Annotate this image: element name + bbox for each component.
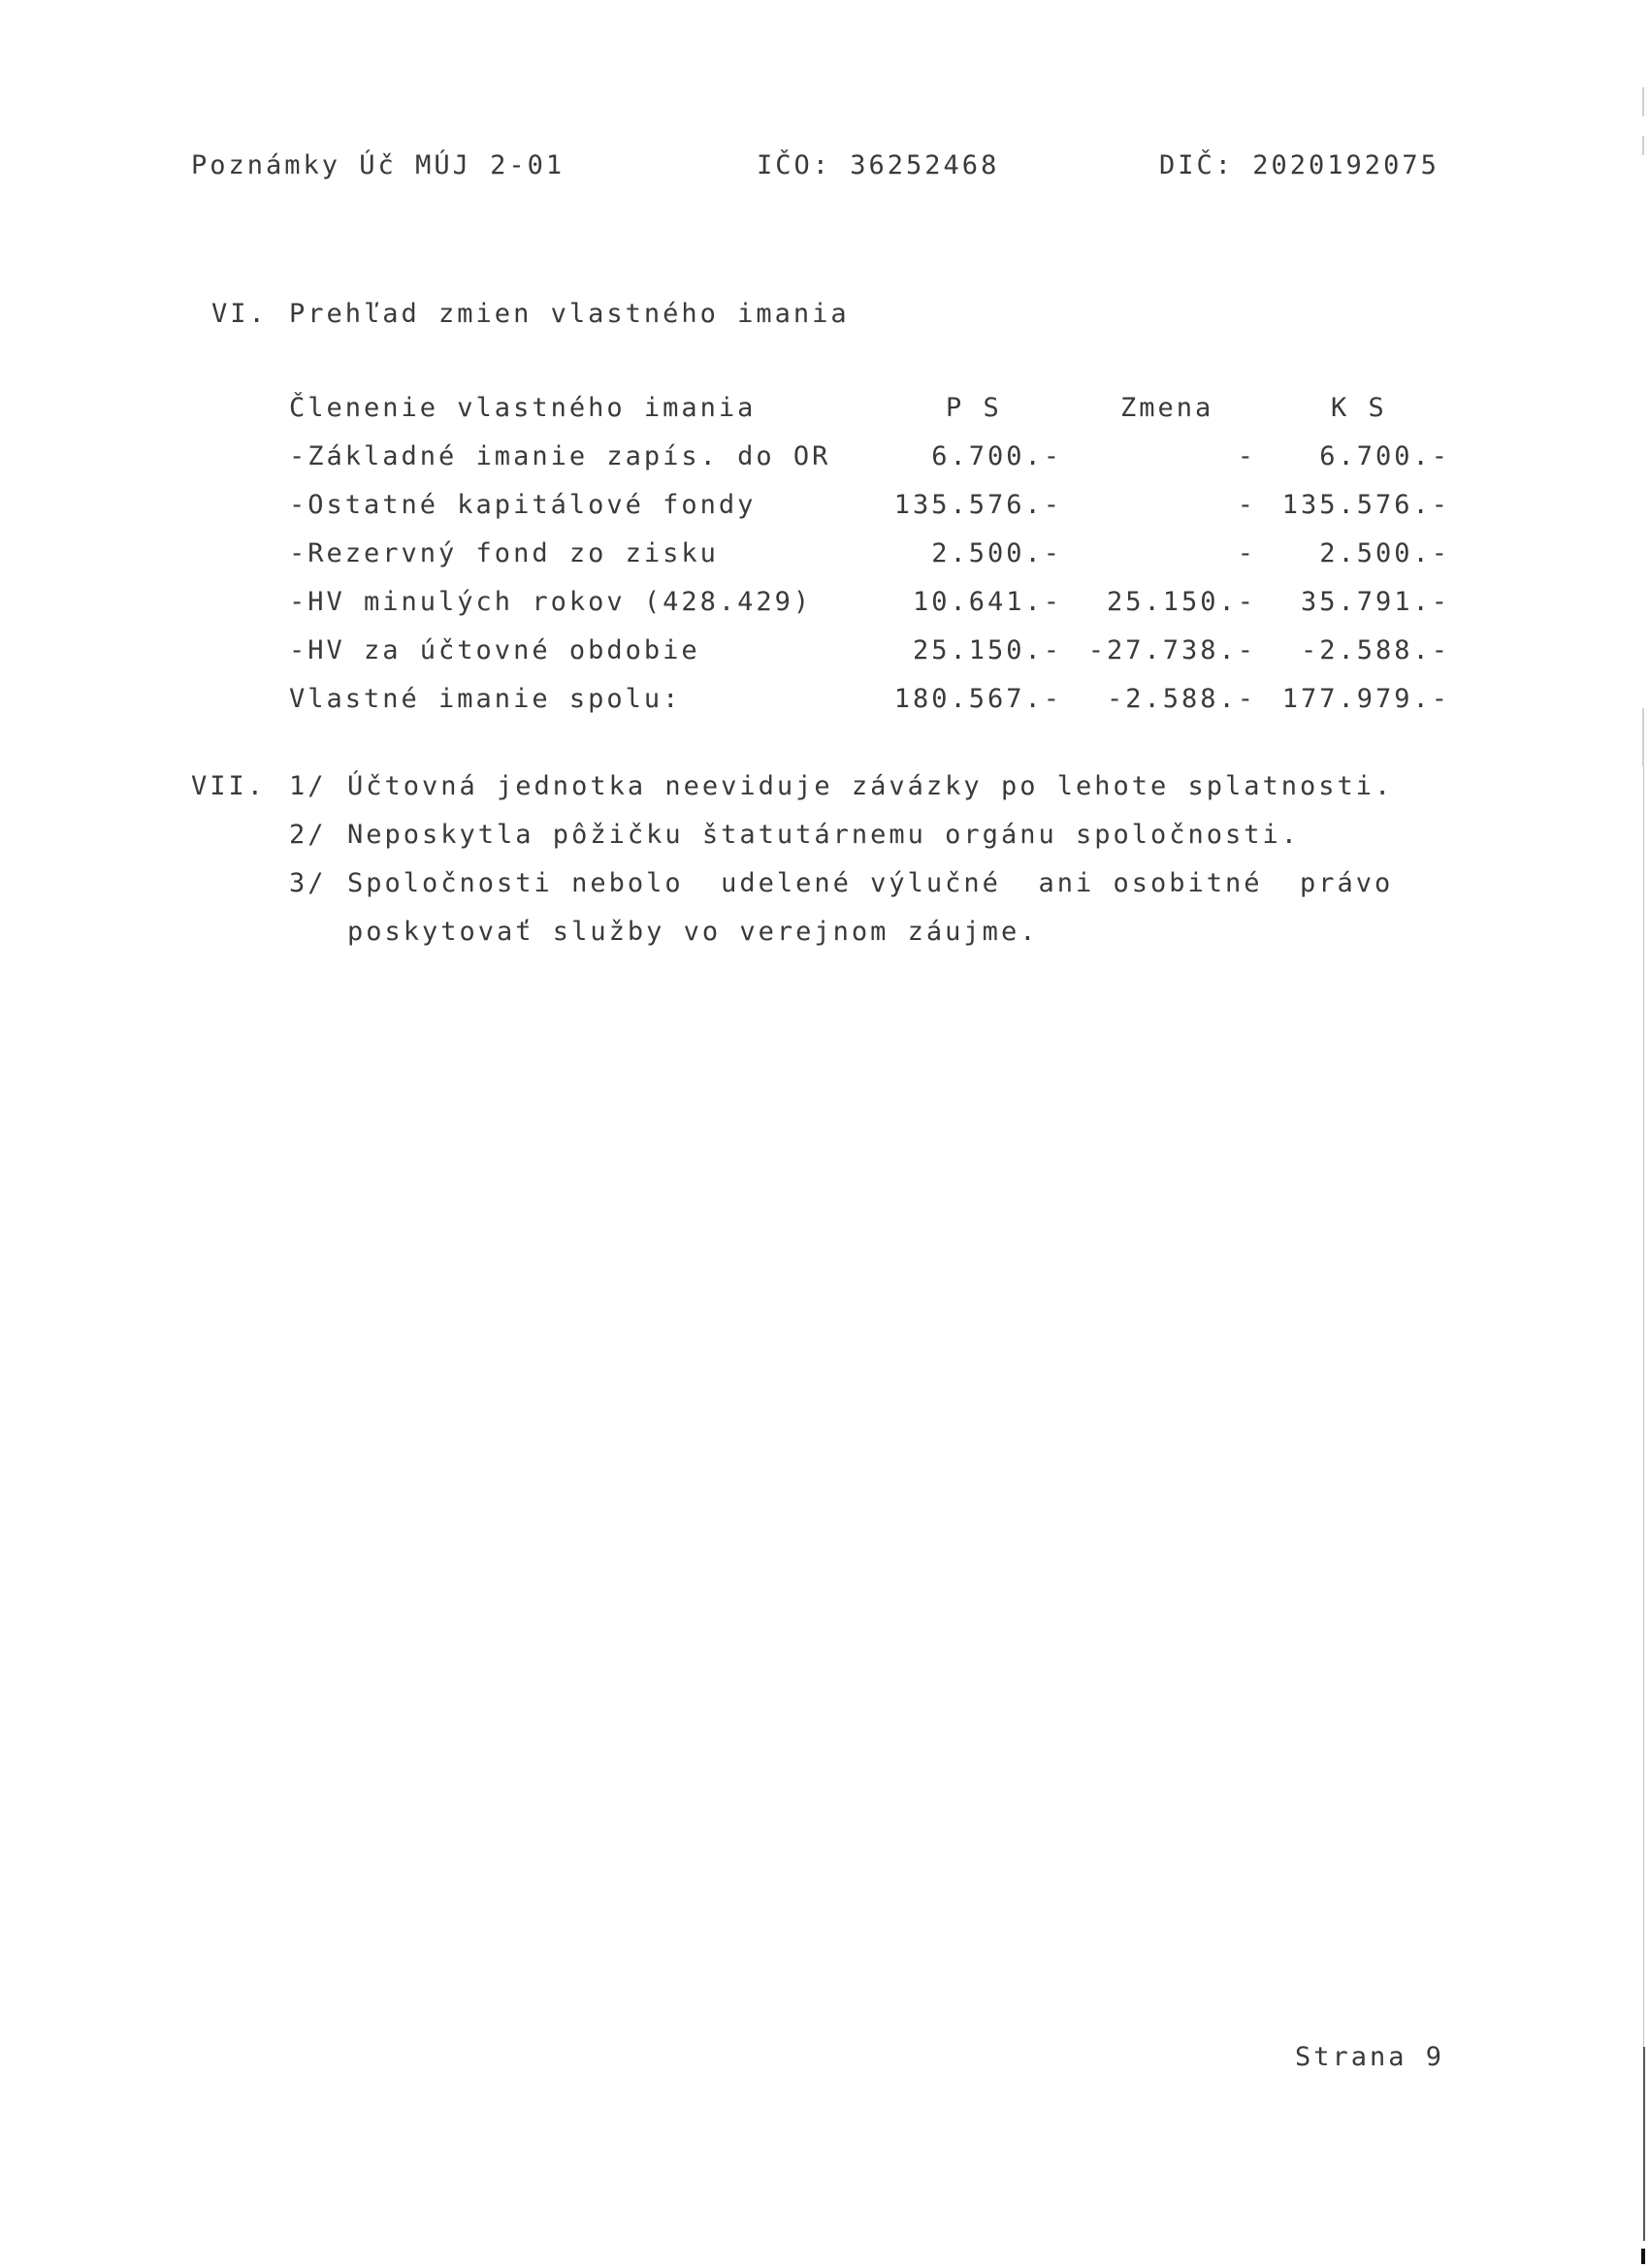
page-number: Strana 9: [1295, 2042, 1445, 2072]
row-ks-value: 135.576.-: [1281, 490, 1450, 520]
row-zmena-value: -: [1237, 490, 1256, 520]
list-item-number: 2/: [289, 820, 327, 850]
row-ps-value: 25.150.-: [912, 635, 1062, 665]
row-label: -HV za účtovné obdobie: [289, 635, 700, 665]
row-label: -Rezervný fond zo zisku: [289, 538, 719, 568]
row-ps-value: 6.700.-: [931, 441, 1062, 471]
scan-edge-mark: [1641, 2249, 1645, 2264]
list-item-text: Účtovná jednotka neeviduje závázky po lehote splatnosti.: [347, 771, 1394, 801]
section-vii-number: VII.: [191, 771, 267, 801]
row-label: -HV minulých rokov (428.429): [289, 587, 813, 617]
ico-number: IČO: 36252468: [757, 150, 1000, 180]
row-ks-value: 35.791.-: [1300, 587, 1450, 617]
table-row: [0, 635, 1649, 674]
column-header-breakdown: Členenie vlastného imania: [289, 393, 757, 423]
row-ks-value: 177.979.-: [1281, 684, 1450, 714]
row-zmena-value: -2.588.-: [1106, 684, 1256, 714]
table-row: [0, 587, 1649, 626]
document-header-title: Poznámky Úč MÚJ 2-01: [191, 150, 566, 180]
row-ps-value: 135.576.-: [893, 490, 1062, 520]
row-ks-value: -2.588.-: [1300, 635, 1450, 665]
table-header-row: [0, 393, 1649, 432]
column-header-ks: K S: [1331, 393, 1387, 423]
dic-number: DIČ: 2020192075: [1159, 150, 1439, 180]
scan-edge-mark: [1642, 708, 1644, 766]
list-item-text: Spoločnosti nebolo udelené výlučné ani osobitné právo: [347, 868, 1394, 898]
table-row: [0, 490, 1649, 529]
scan-edge-line: [1643, 2047, 1645, 2241]
scan-edge-mark: [1642, 136, 1644, 155]
list-item-text-continuation: poskytovať služby vo verejnom záujme.: [347, 917, 1039, 947]
section-vi-number: VI.: [211, 299, 268, 329]
row-ps-value: 2.500.-: [931, 538, 1062, 568]
table-total-row: [0, 684, 1649, 723]
row-ps-value: 10.641.-: [912, 587, 1062, 617]
list-item-number: 1/: [289, 771, 327, 801]
row-zmena-value: 25.150.-: [1106, 587, 1256, 617]
table-row: [0, 538, 1649, 577]
table-row: [0, 441, 1649, 480]
row-ps-value: 180.567.-: [893, 684, 1062, 714]
scan-edge-line: [1643, 766, 1644, 2047]
row-zmena-value: -27.738.-: [1087, 635, 1256, 665]
scan-edge-mark: [1642, 87, 1644, 116]
row-ks-value: 2.500.-: [1319, 538, 1450, 568]
row-ks-value: 6.700.-: [1319, 441, 1450, 471]
column-header-zmena: Zmena: [1120, 393, 1214, 423]
column-header-ps: P S: [946, 393, 1002, 423]
row-zmena-value: -: [1237, 441, 1256, 471]
list-item-number: 3/: [289, 868, 327, 898]
row-label: -Ostatné kapitálové fondy: [289, 490, 757, 520]
row-zmena-value: -: [1237, 538, 1256, 568]
row-label: Vlastné imanie spolu:: [289, 684, 682, 714]
section-vi-title: Prehľad zmien vlastného imania: [289, 299, 850, 329]
row-label: -Základné imanie zapís. do OR: [289, 441, 831, 471]
list-item-text: Neposkytla pôžičku štatutárnemu orgánu spoločnosti.: [347, 820, 1301, 850]
